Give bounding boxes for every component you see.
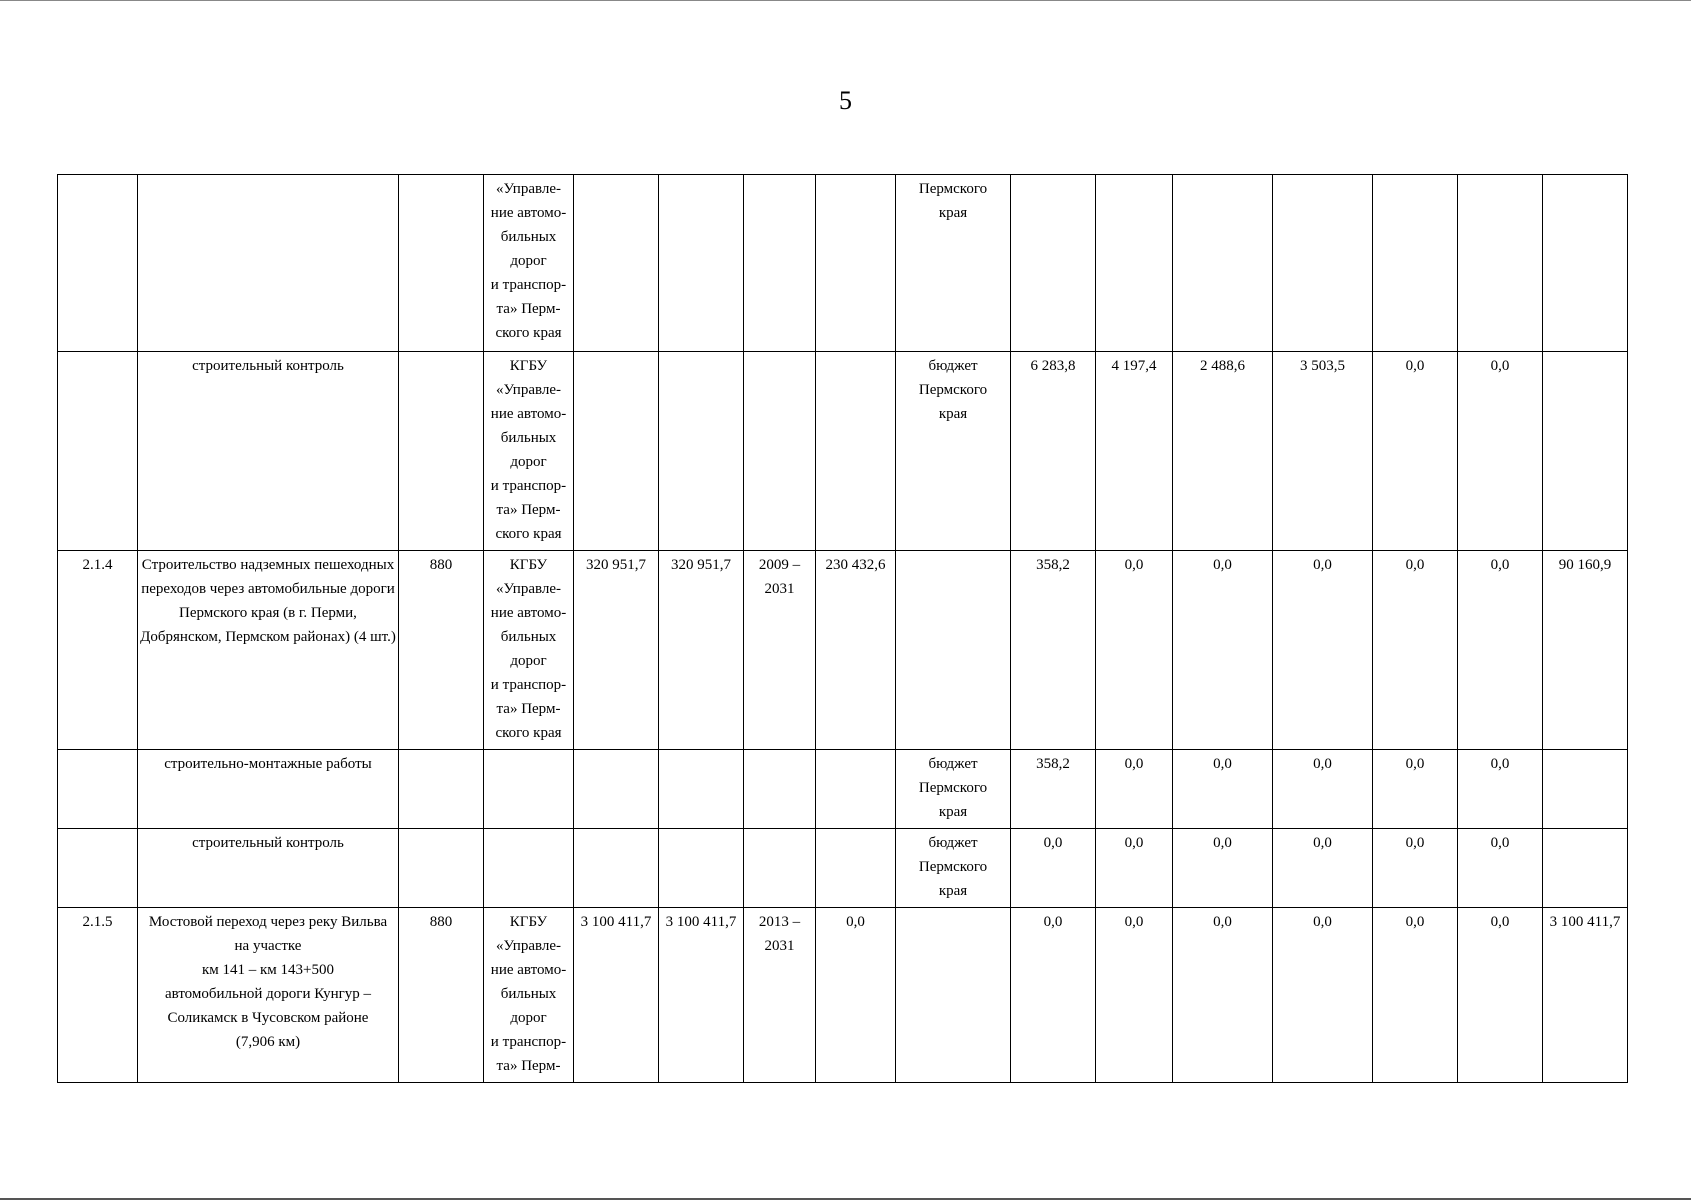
cell-value-year-2: 0,0 — [1096, 750, 1173, 829]
cell-total-cost — [574, 175, 659, 352]
cell-value-year-2 — [1096, 175, 1173, 352]
cell-funding-source — [896, 551, 1011, 750]
cell-value-year-4: 3 503,5 — [1273, 352, 1373, 551]
cell-estimated-cost — [659, 750, 744, 829]
cell-value-year-2: 0,0 — [1096, 829, 1173, 908]
table-row — [58, 352, 1628, 551]
cell-executor: КГБУ «Управле- ние автомо- бильных дорог и транспор- та» Перм- — [484, 908, 574, 1083]
cell-code — [399, 175, 484, 352]
cell-code: 880 — [399, 908, 484, 1083]
cell-value-year-5: 0,0 — [1373, 908, 1458, 1083]
cell-remaining-value — [1543, 175, 1628, 352]
cell-remaining-value — [1543, 352, 1628, 551]
cell-item-name: Строительство надземных пешеходных переходов через автомобильные дороги Пермского края (в г. Перми, Добрянском, Пермском районах) (4 шт.) — [138, 551, 399, 750]
cell-executor: КГБУ «Управле- ние автомо- бильных дорог и транспор- та» Перм- ского края — [484, 352, 574, 551]
cell-total-cost: 320 951,7 — [574, 551, 659, 750]
cell-remaining-value — [1543, 750, 1628, 829]
cell-funded-before — [816, 829, 896, 908]
cell-value-year-1: 358,2 — [1011, 750, 1096, 829]
cell-code — [399, 750, 484, 829]
cell-executor — [484, 750, 574, 829]
cell-value-year-4 — [1273, 175, 1373, 352]
program-table — [57, 174, 1628, 1083]
cell-period: 2013 – 2031 — [744, 908, 816, 1083]
cell-row-number: 2.1.4 — [58, 551, 138, 750]
cell-row-number — [58, 750, 138, 829]
cell-executor: КГБУ «Управле- ние автомо- бильных дорог и транспор- та» Перм- ского края — [484, 551, 574, 750]
cell-period — [744, 750, 816, 829]
cell-executor: «Управле- ние автомо- бильных дорог и транспор- та» Перм- ского края — [484, 175, 574, 352]
cell-value-year-1: 358,2 — [1011, 551, 1096, 750]
cell-total-cost — [574, 352, 659, 551]
cell-period — [744, 175, 816, 352]
cell-funded-before: 0,0 — [816, 908, 896, 1083]
cell-funding-source: бюджет Пермского края — [896, 829, 1011, 908]
cell-value-year-5 — [1373, 175, 1458, 352]
cell-value-year-6: 0,0 — [1458, 551, 1543, 750]
scan-top-edge — [0, 0, 1691, 1]
cell-total-cost — [574, 829, 659, 908]
cell-period: 2009 – 2031 — [744, 551, 816, 750]
cell-code — [399, 829, 484, 908]
table-row — [58, 908, 1628, 1083]
cell-value-year-3: 0,0 — [1173, 829, 1273, 908]
cell-period — [744, 829, 816, 908]
cell-value-year-1: 0,0 — [1011, 908, 1096, 1083]
cell-funded-before: 230 432,6 — [816, 551, 896, 750]
cell-item-name: строительный контроль — [138, 352, 399, 551]
cell-code — [399, 352, 484, 551]
table-row — [58, 750, 1628, 829]
cell-value-year-1: 6 283,8 — [1011, 352, 1096, 551]
page-number: 5 — [839, 86, 852, 115]
cell-estimated-cost: 320 951,7 — [659, 551, 744, 750]
cell-value-year-5: 0,0 — [1373, 829, 1458, 908]
cell-funding-source — [896, 908, 1011, 1083]
cell-value-year-6: 0,0 — [1458, 750, 1543, 829]
cell-value-year-6: 0,0 — [1458, 829, 1543, 908]
table-row — [58, 829, 1628, 908]
cell-value-year-3: 0,0 — [1173, 551, 1273, 750]
cell-row-number: 2.1.5 — [58, 908, 138, 1083]
cell-period — [744, 352, 816, 551]
cell-value-year-3: 0,0 — [1173, 750, 1273, 829]
cell-remaining-value: 3 100 411,7 — [1543, 908, 1628, 1083]
cell-executor — [484, 829, 574, 908]
cell-remaining-value: 90 160,9 — [1543, 551, 1628, 750]
cell-value-year-2: 4 197,4 — [1096, 352, 1173, 551]
cell-value-year-3: 2 488,6 — [1173, 352, 1273, 551]
cell-item-name: Мостовой переход через реку Вильва на участке км 141 – км 143+500 автомобильной дороги Кунгур – Соликамск в Чусовском районе (7,906 км) — [138, 908, 399, 1083]
cell-value-year-2: 0,0 — [1096, 908, 1173, 1083]
cell-estimated-cost — [659, 829, 744, 908]
cell-row-number — [58, 352, 138, 551]
cell-row-number — [58, 829, 138, 908]
cell-total-cost: 3 100 411,7 — [574, 908, 659, 1083]
cell-value-year-3: 0,0 — [1173, 908, 1273, 1083]
cell-funded-before — [816, 352, 896, 551]
table-row — [58, 551, 1628, 750]
cell-remaining-value — [1543, 829, 1628, 908]
cell-value-year-4: 0,0 — [1273, 829, 1373, 908]
cell-value-year-5: 0,0 — [1373, 352, 1458, 551]
cell-estimated-cost — [659, 175, 744, 352]
cell-value-year-2: 0,0 — [1096, 551, 1173, 750]
cell-item-name: строительный контроль — [138, 829, 399, 908]
cell-value-year-5: 0,0 — [1373, 551, 1458, 750]
cell-item-name — [138, 175, 399, 352]
cell-value-year-6: 0,0 — [1458, 908, 1543, 1083]
cell-item-name: строительно-монтажные работы — [138, 750, 399, 829]
cell-code: 880 — [399, 551, 484, 750]
cell-value-year-3 — [1173, 175, 1273, 352]
cell-funding-source: Пермского края — [896, 175, 1011, 352]
cell-total-cost — [574, 750, 659, 829]
cell-funded-before — [816, 175, 896, 352]
table-row — [58, 175, 1628, 352]
cell-estimated-cost: 3 100 411,7 — [659, 908, 744, 1083]
cell-funding-source: бюджет Пермского края — [896, 750, 1011, 829]
cell-value-year-1: 0,0 — [1011, 829, 1096, 908]
cell-value-year-6: 0,0 — [1458, 352, 1543, 551]
cell-value-year-5: 0,0 — [1373, 750, 1458, 829]
cell-estimated-cost — [659, 352, 744, 551]
cell-funded-before — [816, 750, 896, 829]
cell-value-year-4: 0,0 — [1273, 551, 1373, 750]
cell-value-year-6 — [1458, 175, 1543, 352]
cell-funding-source: бюджет Пермского края — [896, 352, 1011, 551]
cell-row-number — [58, 175, 138, 352]
cell-value-year-4: 0,0 — [1273, 750, 1373, 829]
cell-value-year-1 — [1011, 175, 1096, 352]
cell-value-year-4: 0,0 — [1273, 908, 1373, 1083]
